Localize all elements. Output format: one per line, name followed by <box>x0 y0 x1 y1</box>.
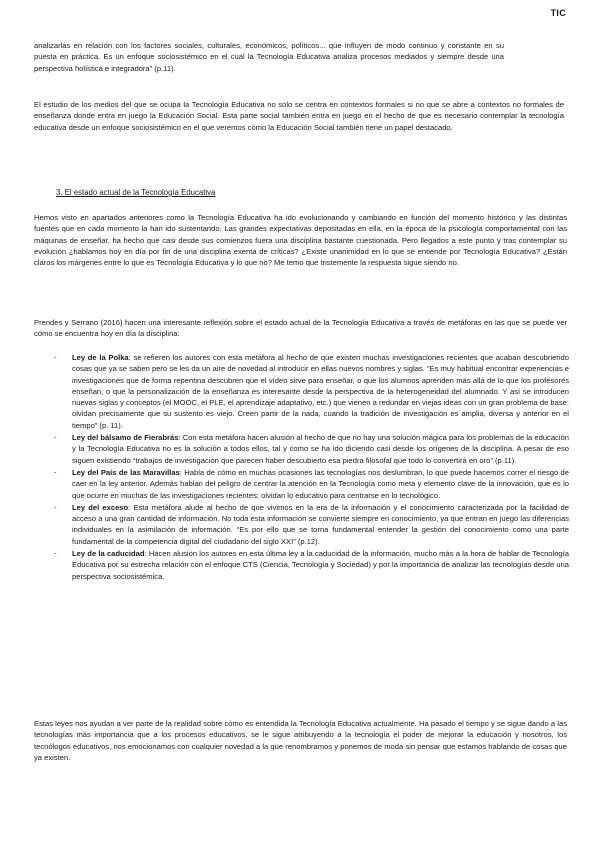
law-item-polka <box>54 352 569 431</box>
section-heading: 3. El estado actual de la Tecnología Educativa <box>56 188 216 197</box>
list-bullet: - <box>54 467 57 477</box>
intro-continuation: analizarlas en relación con los factores sociales, culturales, económicos, políticos... que influyen de modo continuo y constante en su puesta en práctica. Es un enfoque sociosistémico en el cual la Tecnología Educativa analiza procesos mediados y siempre desde una perspectiva holística e integradora” (p.11). <box>34 41 504 73</box>
header-tag: TIC <box>550 8 566 18</box>
law-text: : Hacen alusión los autores en esta última ley a la caducidad de la información, mucho más a la hora de hablar de Tecnología Educativa por su estrecha relación con el enfoque CTS (Ciencia, Tecnología y Sociedad) y por la importancia de analizar las tecnologías desde una perspectiva sociosistémica. <box>72 549 569 581</box>
laws-list <box>54 352 569 583</box>
paragraph-1: Hemos visto en apartados anteriores como la Tecnología Educativa ha ido evolucionando y cambiando en función del momento histórico y las distintas fuentes que en cada momento la han ido sustentando. Las grandes expectativas depositadas en ella, en la época de la psicología comportamental con las máquinas de enseñar, ha hecho que casi desde sus comienzos fuera una disciplina bastante cuestionada. Pero llegados a este punto y tras contemplar su evolución ¿hablamos hoy en día por fin de una disciplina exenta de críticas? ¿Existe unanimidad en lo que se entiende por Tecnología Educativa? ¿Están claros los márgenes entre lo que es Tecnología Educativa y lo que no? Me temo que tristemente la respuesta sigue siendo no. <box>34 213 567 268</box>
law-item-caducidad <box>54 548 569 582</box>
law-title: Ley del País de las Maravillas <box>72 467 180 477</box>
law-item-fierabras <box>54 432 569 466</box>
paragraph-2: Prendes y Serrano (2016) hacen una interesante reflexión sobre el estado actual de la Tecnología Educativa a través de metáforas en las que se puede ver cómo se encuentra hoy en día la disciplina: <box>34 318 567 339</box>
law-item-exceso <box>54 502 569 547</box>
law-title: Ley del bálsamo de Fierabrás <box>72 433 179 443</box>
law-title: Ley de la Polka <box>72 353 129 362</box>
law-title: Ley de la caducidad <box>72 549 145 559</box>
law-item-maravillas <box>54 467 569 501</box>
paragraph-media: El estudio de los medios del que se ocupa la Tecnología Educativa no solo se centra en contextos formales si no que se abre a contextos no formales de enseñanza donde entra en juego la Educación Social. Esta parte social también entra en juego en el hecho de que es necesario contemplar la tecnología educativa desde un enfoque sociosistémico en el que veremos cómo la Educación Social también tiene un papel destacado. <box>34 100 564 132</box>
law-text: : Esta metáfora alude al hecho de que vivimos en la era de la información y el conocimiento caracterizada por la facilidad de acceso a una gran cantidad de información. No toda esta información se convierte siempre en conocimiento, ya que entran en juego las diferencias individuales en la asimilación de información. “Es por ello que se torna fundamental entender la gestión del conocimiento como una parte fundamental de la competencia digital del ciudadano del siglo XXI” (p.12). <box>72 502 569 546</box>
list-bullet: - <box>54 549 57 559</box>
list-bullet: - <box>54 433 57 443</box>
list-bullet: - <box>54 353 57 362</box>
list-bullet: - <box>54 502 57 512</box>
paragraph-3: Estas leyes nos ayudan a ver parte de la realidad sobre cómo es entendida la Tecnología Educativa actualmente. Ha pasado el tiempo y se sigue dando a las tecnologías más importancia que a los procesos educativos, se le sigue atribuyendo a la tecnología el poder de mejorar la educación y nosotros, los tecnólogos educativos, nos emocionamos con cualquier novedad a la que renombramos y ponemos de moda sin pensar que estamos hablando de cosas que ya existen. <box>34 719 567 762</box>
law-title: Ley del exceso <box>72 502 129 512</box>
law-text: : se refieren los autores con esta metáfora al hecho de que existen muchas investigaciones recientes que acaban descubriendo cosas que ya se saben pero se les da un aire de novedad al introducir en ellas nuevos nombres y siglas. “Es muy habitual encontrar experiencias e investigaciones que de forma repentina descubren que el vídeo sirve para enseñar, o que los alumnos aprenden más allá de lo que los profesores enseñan, o que la personalización de la enseñanza es interesante desde la perspectiva de la heterogeneidad del alumnado. Y así se introducen nuevas siglas y conceptos (el MOOC, el PLE, el aprendizaje adaptativo, etc.) que vienen a redundar en viejas ideas con un gran problema de base: olvidan precisamente que su sustento es viejo. Creen partir de la nada, cuando la tradición de investigación es amplia, diversa y anterior en el tiempo” (p. 11). <box>72 353 569 430</box>
law-text: : Con esta metáfora hacen alusión al hecho de que no hay una solución mágica para los problemas de la educación y la Tecnología Educativa no es la solución a todos ellos, tal y como se ha ido diciendo casi desde los orígenes de la disciplina. A pesar de eso siguen existiendo “trabajos de investigación que parecen haber descubierto esa piedra filosofal que todo lo convertirá en oro” (p.11). <box>72 433 569 465</box>
law-text: : Habla de cómo en muchas ocasiones las tecnologías nos deslumbran, lo que puede hacemos correr el riesgo de caer en la ley anterior. Además hablan del peligro de centrar la atención en la Tecnología como meta y elemento clave de la innovación, que es lo que ocurre en muchas de las investigaciones recientes; olvidan lo educativo para centrarse en lo tecnológico. <box>72 467 570 500</box>
